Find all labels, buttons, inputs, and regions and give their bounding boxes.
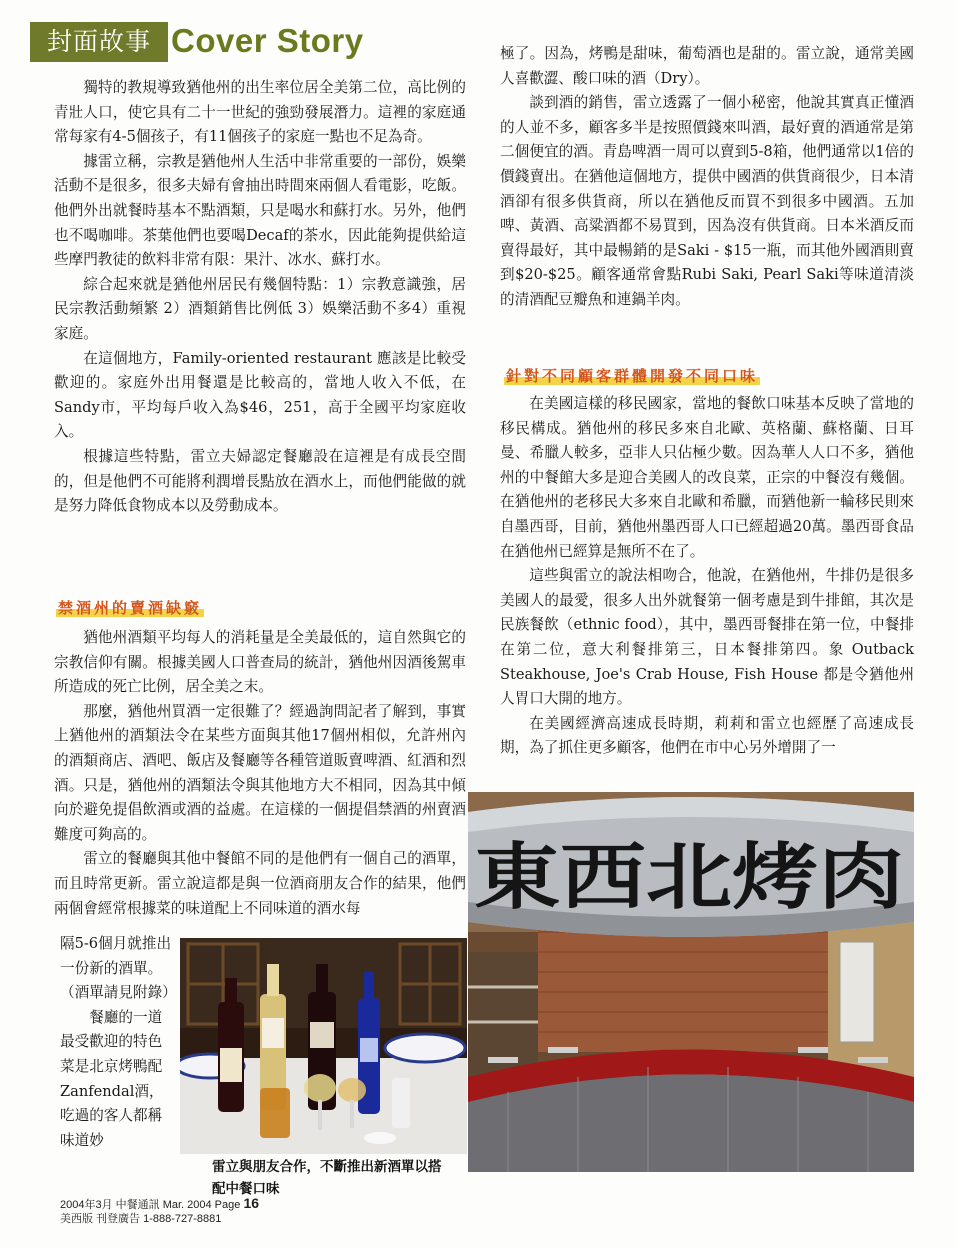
paragraph: 極了。因為，烤鴨是甜味，葡萄酒也是甜的。雷立說，通常美國人喜歡澀、酸口味的酒（Dry）。 xyxy=(500,45,914,87)
subheading-alcohol-sales: 禁酒州的賣酒缺竅 xyxy=(58,599,203,617)
wine-bottles-photo xyxy=(180,938,467,1154)
restaurant-photo xyxy=(468,792,914,1172)
section-label-english: Cover Story xyxy=(171,22,364,59)
paragraph: 獨特的教規導致猶他州的出生率位居全美第二位，高比例的青壯人口，使它具有二十一世紀的強勁發展潛力。這裡的家庭通常每家有4-5個孩子，有11個孩子的家庭一點也不足為奇。 xyxy=(54,79,466,146)
sign-text: 東西北烤肉 xyxy=(474,834,904,919)
paragraph: 談到酒的銷售，雷立透露了一個小秘密，他說其實真正懂酒的人並不多，顧客多半是按照價錢來叫酒，最好賣的酒通常是第二個便宜的酒。青島啤酒一周可以賣到5-8箱，他們通常以1倍的價錢賣出。在猶他這個地方，提供中國酒的供貨商很少，日本清酒卻有很多供貨商，所以在猶他反而買不到很多中國酒。五加啤、黃酒、高粱酒都不易買到，因為沒有供貨商。日本米酒反而賣得最好，其中最暢銷的是Saki - $15一瓶，而其他外國酒則賣到$20-$25。顧客通常會點Rubi Saki, Pearl Saki等味道清淡的清酒配豆瓣魚和連鍋羊肉。 xyxy=(500,94,914,308)
section-label-chinese: 封面故事 xyxy=(30,22,168,62)
restaurant-photo-illustration xyxy=(468,792,914,1172)
paragraph: 這些與雷立的說法相吻合，他說，在猶他州，牛排仍是很多美國人的最愛，很多人出外就餐第一個考慮是到牛排館，其次是民族餐飲（ethnic food），其中，墨西哥餐排在第一位，中餐排在第二位，意大利餐排第三，日本餐排第四。象 Outback Steakhouse, Joe's Crab House, Fish House 都是令猶他州人胃口大開的地方。 xyxy=(500,567,914,708)
paragraph: 猶他州酒類平均每人的消耗量是全美最低的，這自然與它的宗教信仰有關。根據美國人口普查局的統計，猶他州因酒後駕車所造成的死亡比例，居全美之末。 xyxy=(54,629,466,696)
paragraph: 據雷立稱，宗教是猶他州人生活中非常重要的一部份，娛樂活動不是很多，很多夫婦有會抽出時間來兩個人看電影，吃飯。他們外出就餐時基本不點酒類，只是喝水和蘇打水。另外，他們也不喝咖啡。茶葉他們也要喝Decaf的茶水，因此能夠提供給這些摩門教徒的飲料非常有限：果汁、冰水、蘇打水。 xyxy=(54,152,466,269)
paragraph: 根據這些特點，雷立夫婦認定餐廳設在這裡是有成長空間的，但是他們不可能將利潤增長點放在酒水上，而他們能做的就是努力降低食物成本以及勞動成本。 xyxy=(54,447,466,515)
paragraph: 在美國經濟高速成長時期，莉莉和雷立也經歷了高速成長期，為了抓住更多顧客，他們在市中心另外增開了一 xyxy=(500,714,914,757)
paragraph: 在美國這樣的移民國家，當地的餐飲口味基本反映了當地的移民構成。猶他州的移民多來自北歐、英格蘭、蘇格蘭、日耳曼、希臘人較多，亞非人只佔極少數。因為華人人口不多，猶他州的中餐館大多是迎合美國人的改良菜，正宗的中餐沒有幾個。在猶他州的老移民大多來自北歐和希臘，而猶他新一輪移民則來自墨西哥，目前，猶他州墨西哥人口已經超過20萬。墨西哥食品在猶他州已經算是無所不在了。 xyxy=(500,395,914,560)
right-column-bottom xyxy=(500,392,914,761)
left-column-top xyxy=(54,76,466,519)
footer-issue-info: 2004年3月 中餐通訊 Mar. 2004 Page xyxy=(60,1199,241,1211)
footer-line-2: 美西版 刊登廣告 1-888-727-8881 xyxy=(60,1213,222,1225)
section-header xyxy=(30,22,380,62)
paragraph: 那麼，猶他州買酒一定很難了？經過詢問記者了解到，事實上猶他州的酒類法令在某些方面與其他17個州相似，允許州內的酒類商店、酒吧、飯店及餐廳等各種管道販賣啤酒、紅酒和烈酒。只是，猶他州的酒類法令與其他地方大不相同，因為其中傾向於避免提倡飲酒或酒的益處。在這樣的一個提倡禁酒的州賣酒難度可夠高的。 xyxy=(54,702,466,843)
paragraph: 隔5-6個月就推出一份新的酒單。（酒單請見附錄） xyxy=(60,935,177,1002)
paragraph: 在這個地方，Family-oriented restaurant 應該是比較受歡迎的。家庭外出用餐還是比較高的，當地人收入不低，在Sandy市，平均每戶收入為$46，251，高于全國平均家庭收入。 xyxy=(54,349,466,441)
wine-bottles-illustration xyxy=(180,938,467,1154)
footer-line-1 xyxy=(60,1196,259,1212)
paragraph: 餐廳的一道最受歡迎的特色菜是北京烤鴨配Zanfendal酒，吃過的客人都稱味道妙 xyxy=(60,1008,164,1149)
photo-caption: 雷立與朋友合作，不斷推出新酒單以搭配中餐口味 xyxy=(212,1159,442,1197)
paragraph: 綜合起來就是猶他州居民有幾個特點：1）宗教意識強，居民宗教活動頻繁 2）酒類銷售比例低 3）娛樂活動不多4）重視家庭。 xyxy=(54,275,466,342)
page-number: 16 xyxy=(243,1195,260,1211)
paragraph: 雷立的餐廳與其他中餐館不同的是他們有一個自己的酒單，而且時常更新。雷立說這都是與一位酒商朋友合作的結果，他們兩個會經常根據菜的味道配上不同味道的酒水每 xyxy=(54,850,466,917)
left-column-bottom xyxy=(54,626,466,921)
page-footer xyxy=(60,1196,259,1226)
narrow-text-block xyxy=(60,932,176,1153)
right-column-top xyxy=(500,42,914,313)
subheading-different-tastes: 針對不同顧客群體開發不同口味 xyxy=(506,367,759,385)
